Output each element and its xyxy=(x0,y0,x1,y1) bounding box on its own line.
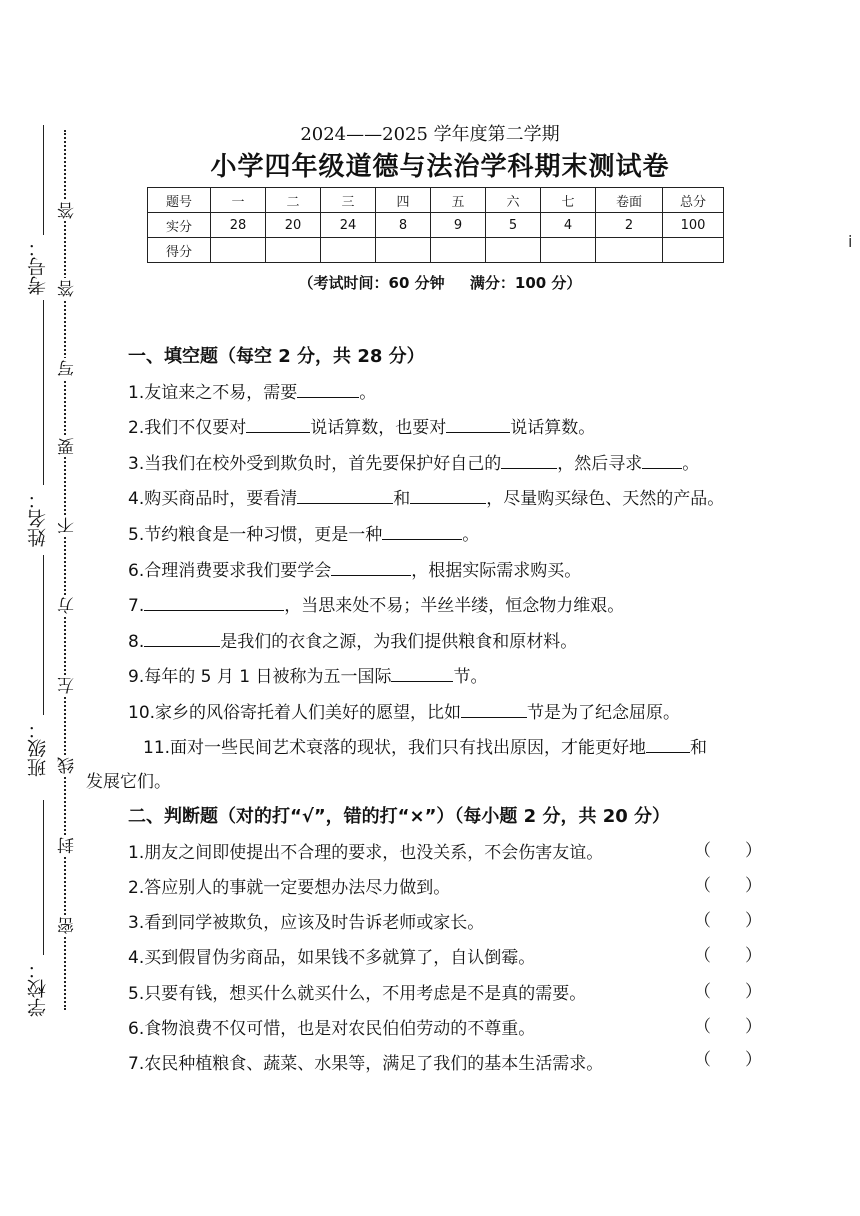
points-cell: 28 xyxy=(211,213,266,238)
exam-full-score: 满分：100 分） xyxy=(469,274,582,292)
question-text: 1.友谊来之不易，需要 xyxy=(128,383,298,403)
score-cell[interactable] xyxy=(376,238,431,263)
question-text: 7. xyxy=(128,596,145,616)
score-cell[interactable] xyxy=(541,238,596,263)
question-6 xyxy=(128,556,581,581)
seal-mark: 答 xyxy=(55,278,80,299)
question-text: 说话算数，也要对 xyxy=(310,418,447,438)
answer-blank[interactable] xyxy=(501,452,557,469)
column-header: 四 xyxy=(376,188,431,213)
score-cell[interactable] xyxy=(663,238,724,263)
column-header: 三 xyxy=(321,188,376,213)
question-text: 4.购买商品时，要看清 xyxy=(128,489,298,509)
question-text: 和 xyxy=(393,489,411,509)
answer-blank[interactable] xyxy=(246,416,310,433)
question-text: 11.面对一些民间艺术衰落的现状，我们只有找出原因，才能更好地 xyxy=(143,738,647,758)
school-label: 学校： xyxy=(27,960,49,1017)
column-header: 二 xyxy=(266,188,321,213)
score-cell[interactable] xyxy=(431,238,486,263)
table-row xyxy=(148,238,724,263)
question-8 xyxy=(128,627,577,652)
answer-blank[interactable] xyxy=(461,701,527,718)
row-header: 实分 xyxy=(148,213,211,238)
seal-mark: 密 xyxy=(55,915,80,936)
points-cell: 8 xyxy=(376,213,431,238)
exam-title: 小学四年级道德与法治学科期末测试卷 xyxy=(210,152,670,182)
question-5 xyxy=(128,520,479,545)
points-cell: 24 xyxy=(321,213,376,238)
answer-blank[interactable] xyxy=(382,523,462,540)
answer-blank[interactable] xyxy=(446,416,510,433)
answer-parentheses[interactable]: （ ） xyxy=(694,1050,762,1070)
judge-question-4: 4.买到假冒伪劣商品，如果钱不多就算了，自认倒霉。 xyxy=(128,948,536,968)
question-1 xyxy=(128,378,376,403)
name-field[interactable] xyxy=(43,300,44,485)
judge-question-7: 7.农民种植粮食、蔬菜、水果等，满足了我们的基本生活需求。 xyxy=(128,1054,604,1074)
edge-text-fragment: i xyxy=(848,232,853,251)
question-2 xyxy=(128,413,595,438)
points-cell: 20 xyxy=(266,213,321,238)
seal-dotted-line xyxy=(64,130,66,1010)
seal-mark: 封 xyxy=(55,835,80,856)
answer-parentheses[interactable]: （ ） xyxy=(694,982,762,1002)
answer-parentheses[interactable]: （ ） xyxy=(694,946,762,966)
question-text: ，尽量购买绿色、天然的产品。 xyxy=(486,489,725,509)
question-text: 节。 xyxy=(453,667,488,687)
score-cell[interactable] xyxy=(211,238,266,263)
points-cell: 9 xyxy=(431,213,486,238)
score-table xyxy=(147,187,724,263)
question-11-continued: 发展它们。 xyxy=(86,772,171,792)
answer-blank[interactable] xyxy=(297,381,359,398)
points-cell: 2 xyxy=(596,213,663,238)
question-10 xyxy=(128,698,680,723)
judge-question-6: 6.食物浪费不仅可惜，也是对农民伯伯劳动的不尊重。 xyxy=(128,1019,536,1039)
section1-title: 一、填空题（每空 2 分，共 28 分） xyxy=(128,346,425,367)
seal-mark: 方 xyxy=(55,595,80,616)
judge-question-2: 2.答应别人的事就一定要想办法尽力做到。 xyxy=(128,878,451,898)
class-label: 班级： xyxy=(27,720,49,777)
question-text: 8. xyxy=(128,632,145,652)
question-text: ，当思来处不易；半丝半缕，恒念物力维艰。 xyxy=(284,596,625,616)
answer-blank[interactable] xyxy=(410,487,486,504)
question-text: 说话算数。 xyxy=(510,418,596,438)
seal-mark: 线 xyxy=(55,755,80,776)
exam-subtitle: 2024——2025 学年度第二学期 xyxy=(300,124,560,145)
answer-blank[interactable] xyxy=(144,630,220,647)
column-header: 总分 xyxy=(663,188,724,213)
exam-time: （考试时间：60 分钟 xyxy=(298,274,445,292)
answer-blank[interactable] xyxy=(646,736,690,753)
answer-parentheses[interactable]: （ ） xyxy=(694,1017,762,1037)
question-text: 5.节约粮食是一种习惯，更是一种 xyxy=(128,525,383,545)
answer-blank[interactable] xyxy=(391,665,453,682)
question-7 xyxy=(128,591,624,616)
question-text: 3.当我们在校外受到欺负时，首先要保护好自己的 xyxy=(128,454,502,474)
question-11 xyxy=(143,733,707,758)
question-text: 。 xyxy=(359,383,377,403)
answer-parentheses[interactable]: （ ） xyxy=(694,911,762,931)
question-4 xyxy=(128,484,724,509)
score-cell[interactable] xyxy=(321,238,376,263)
seal-mark: 左 xyxy=(55,675,80,696)
question-text: 9.每年的 5 月 1 日被称为五一国际 xyxy=(128,667,392,687)
question-9 xyxy=(128,662,487,687)
seal-mark: 答 xyxy=(55,200,80,221)
question-text: 6.合理消费要求我们要学会 xyxy=(128,561,332,581)
question-text: 2.我们不仅要对 xyxy=(128,418,247,438)
question-text: 节是为了纪念屈原。 xyxy=(527,703,681,723)
question-text: 。 xyxy=(682,454,700,474)
judge-question-3: 3.看到同学被欺负，应该及时告诉老师或家长。 xyxy=(128,913,485,933)
column-header: 六 xyxy=(486,188,541,213)
seal-mark: 不 xyxy=(55,515,80,536)
score-cell[interactable] xyxy=(486,238,541,263)
judge-question-5: 5.只要有钱，想买什么就买什么，不用考虑是不是真的需要。 xyxy=(128,984,587,1004)
points-cell: 4 xyxy=(541,213,596,238)
question-text: 是我们的衣食之源，为我们提供粮食和原材料。 xyxy=(220,632,578,652)
question-3 xyxy=(128,449,699,474)
answer-blank[interactable] xyxy=(144,594,284,611)
table-row xyxy=(148,188,724,213)
seal-mark: 要 xyxy=(55,436,80,457)
question-text: ，根据实际需求购买。 xyxy=(411,561,582,581)
question-text: 10.家乡的风俗寄托着人们美好的愿望，比如 xyxy=(128,703,462,723)
school-field[interactable] xyxy=(43,800,44,955)
question-text: ，然后寻求 xyxy=(557,454,643,474)
judge-question-1: 1.朋友之间即使提出不合理的要求，也没关系，不会伤害友谊。 xyxy=(128,843,604,863)
seal-mark: 写 xyxy=(55,358,80,379)
column-header: 一 xyxy=(211,188,266,213)
question-text: 。 xyxy=(462,525,480,545)
answer-parentheses[interactable]: （ ） xyxy=(694,876,762,896)
score-cell[interactable] xyxy=(596,238,663,263)
question-text: 和 xyxy=(690,738,708,758)
answer-parentheses[interactable]: （ ） xyxy=(694,841,762,861)
exam-no-label: 考号： xyxy=(27,238,49,295)
points-cell: 100 xyxy=(663,213,724,238)
name-label: 姓名： xyxy=(27,490,49,547)
answer-blank[interactable] xyxy=(297,487,393,504)
column-header: 五 xyxy=(431,188,486,213)
score-cell[interactable] xyxy=(266,238,321,263)
answer-blank[interactable] xyxy=(642,452,682,469)
section2-title: 二、判断题（对的打“√”，错的打“×”）（每小题 2 分，共 20 分） xyxy=(128,806,671,827)
row-header: 题号 xyxy=(148,188,211,213)
class-field[interactable] xyxy=(43,555,44,715)
answer-blank[interactable] xyxy=(331,559,411,576)
column-header: 卷面 xyxy=(596,188,663,213)
column-header: 七 xyxy=(541,188,596,213)
exam-info xyxy=(0,272,860,293)
row-header: 得分 xyxy=(148,238,211,263)
table-row xyxy=(148,213,724,238)
points-cell: 5 xyxy=(486,213,541,238)
